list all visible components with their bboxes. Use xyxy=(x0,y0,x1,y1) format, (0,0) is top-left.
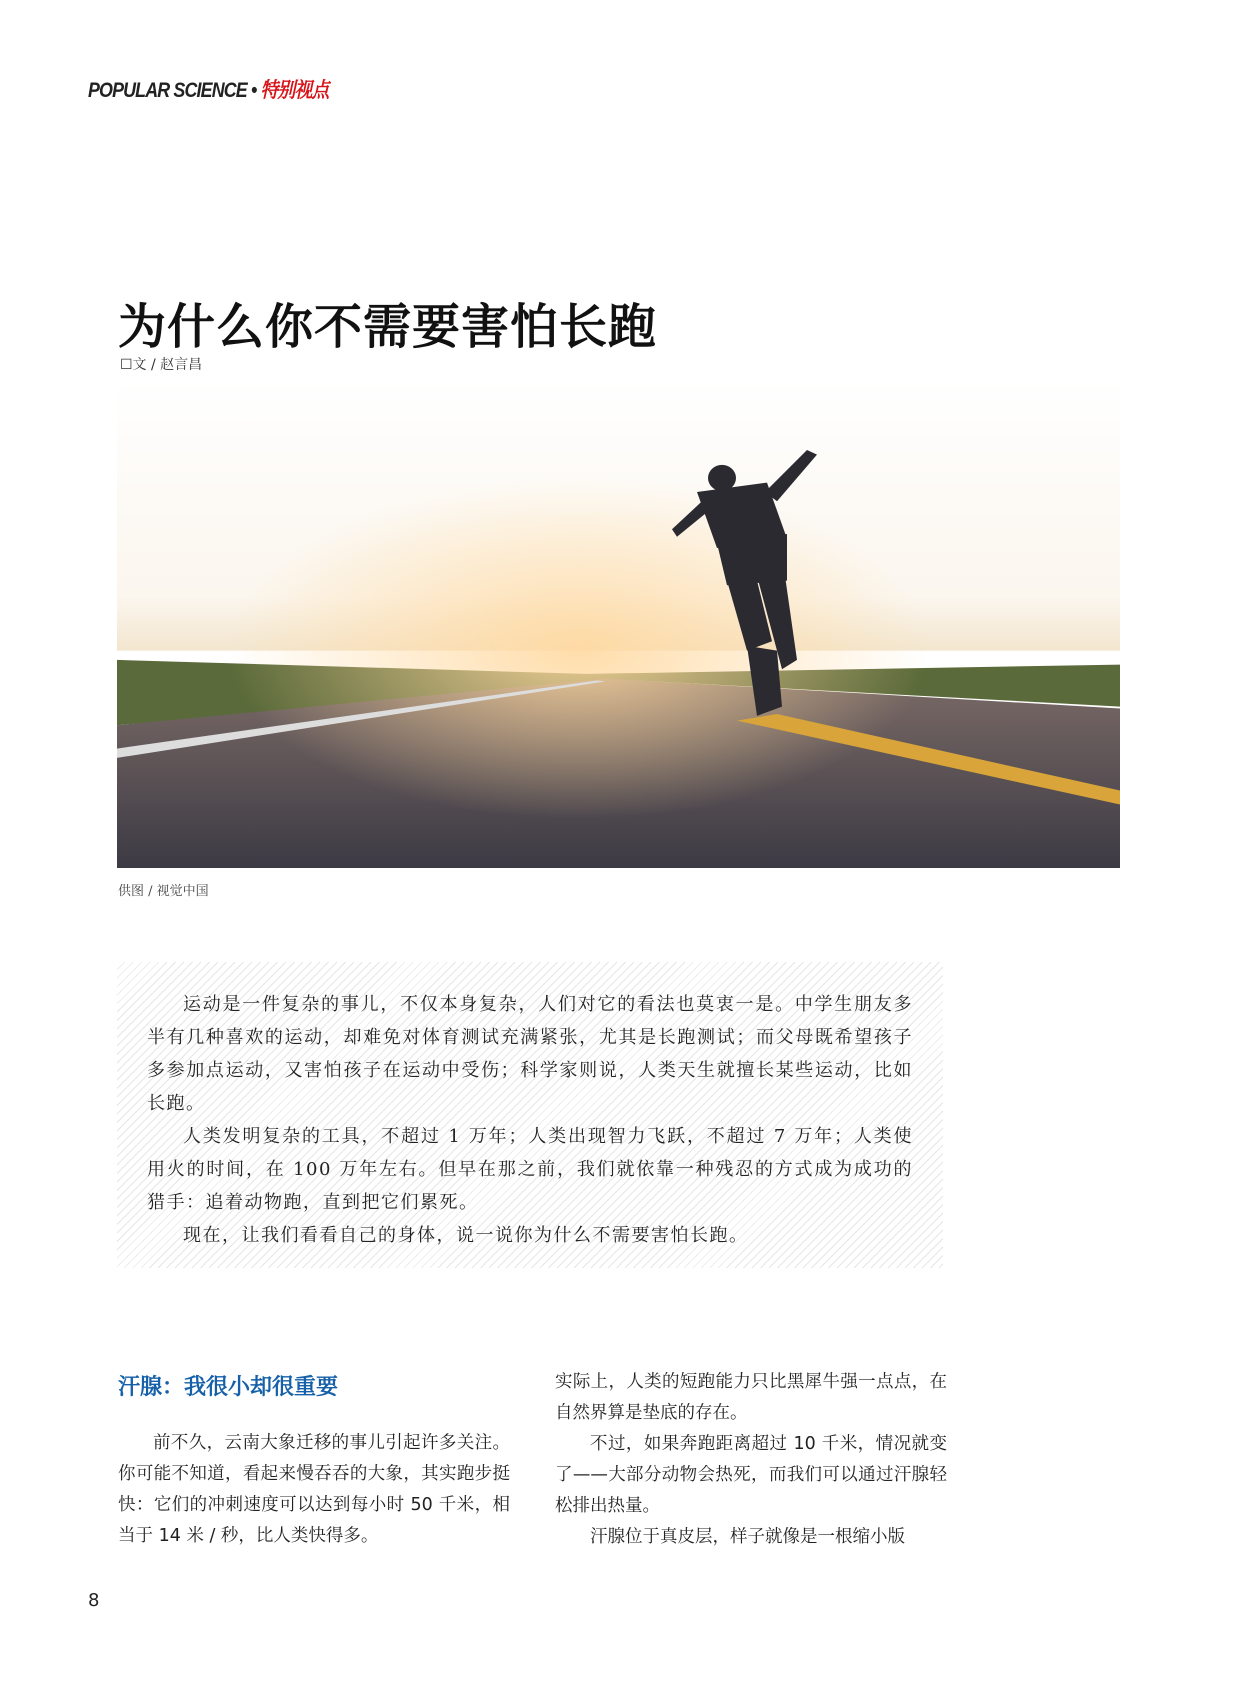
brand-name: POPULAR SCIENCE xyxy=(88,79,247,102)
byline: ☐文 / 赵言昌 xyxy=(120,357,203,373)
intro-paragraph: 人类发明复杂的工具，不超过 1 万年；人类出现智力飞跃，不超过 7 万年；人类使用火的时间，在 100 万年左右。但早在那之前，我们就依靠一种残忍的方式成为成功的猎手：追着动物跑，直到把它们累死。 xyxy=(147,1126,913,1213)
intro-box xyxy=(117,962,943,1268)
body-paragraph: 汗腺位于真皮层，样子就像是一根缩小版 xyxy=(590,1527,905,1547)
section-heading: 汗腺：我很小却很重要 xyxy=(118,1375,339,1400)
intro-paragraph: 现在，让我们看看自己的身体，说一说你为什么不需要害怕长跑。 xyxy=(183,1225,749,1246)
runner-road-photo xyxy=(117,380,1120,868)
page-number: 8 xyxy=(88,1590,100,1611)
right-column xyxy=(555,1367,947,1553)
section-name: 特别视点 xyxy=(260,79,329,102)
photo-caption: 供图 / 视觉中国 xyxy=(118,884,209,899)
body-paragraph: 不过，如果奔跑距离超过 10 千米，情况就变了——大部分动物会热死，而我们可以通过汗腺轻松排出热量。 xyxy=(555,1434,947,1516)
article-title: 为什么你不需要害怕长跑 xyxy=(118,299,658,355)
intro-paragraph: 运动是一件复杂的事儿，不仅本身复杂，人们对它的看法也莫衷一是。中学生朋友多半有几种喜欢的运动，却难免对体育测试充满紧张，尤其是长跑测试；而父母既希望孩子多参加点运动，又害怕孩子在运动中受伤；科学家则说，人类天生就擅长某些运动，比如长跑。 xyxy=(147,994,913,1114)
left-column xyxy=(118,1428,510,1552)
magazine-header xyxy=(88,74,328,104)
header-separator: • xyxy=(246,79,261,102)
body-paragraph: 前不久，云南大象迁移的事儿引起许多关注。你可能不知道，看起来慢吞吞的大象，其实跑步挺快：它们的冲刺速度可以达到每小时 50 千米，相当于 14 米 / 秒，比人类快得多。 xyxy=(118,1433,510,1546)
body-paragraph: 实际上，人类的短跑能力只比黑犀牛强一点点，在自然界算是垫底的存在。 xyxy=(555,1372,947,1423)
